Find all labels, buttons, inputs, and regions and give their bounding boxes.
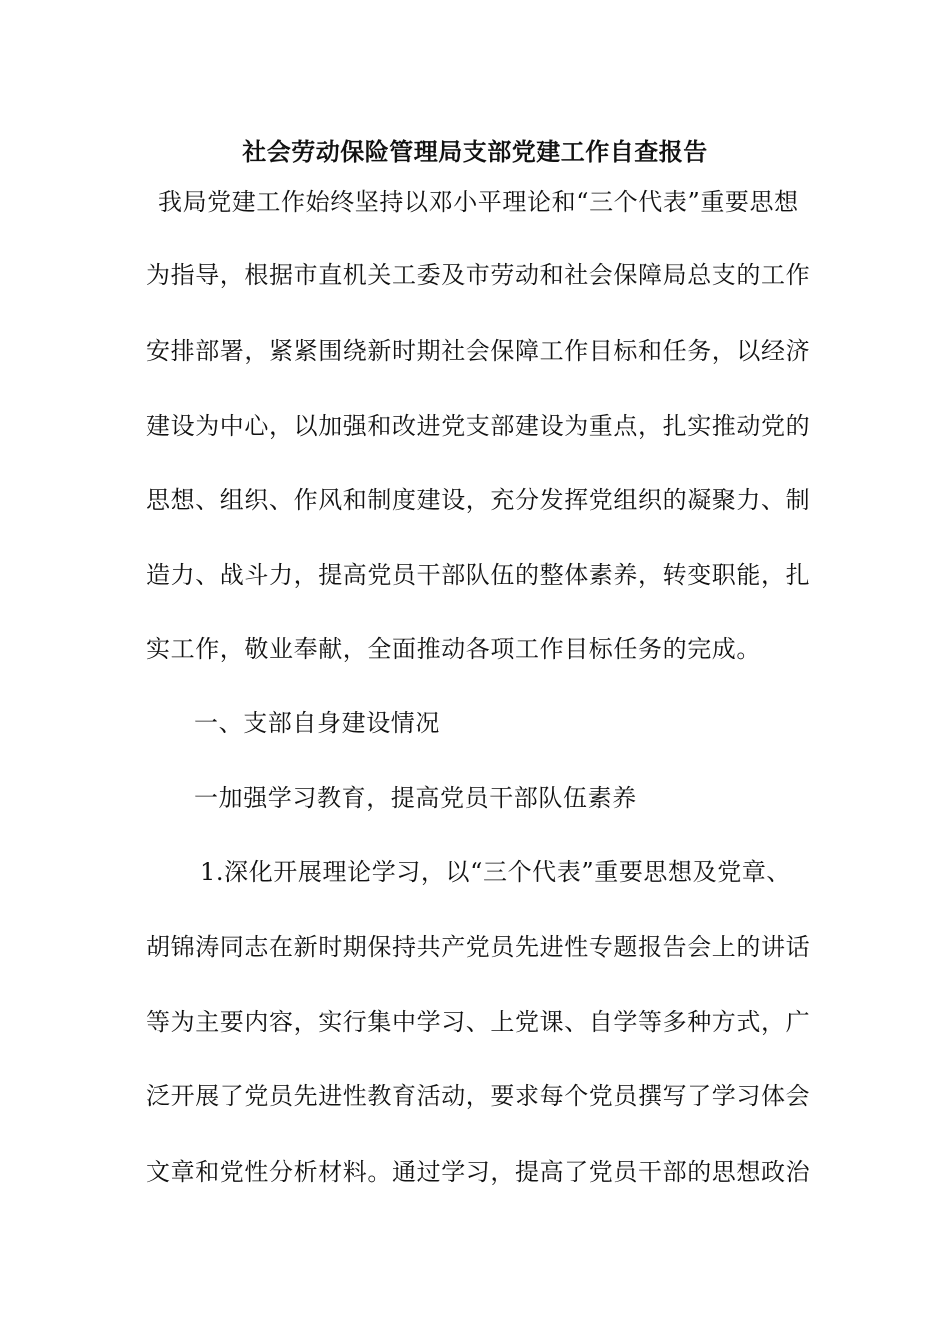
paragraph-line: 文章和党性分析材料。通过学习，提高了党员干部的思想政治 xyxy=(146,1158,811,1186)
document-title: 社会劳动保险管理局支部党建工作自查报告 xyxy=(242,137,708,166)
subsection-heading: 一加强学习教育，提高党员干部队伍素养 xyxy=(194,784,637,812)
paragraph-line: 泛开展了党员先进性教育活动，要求每个党员撰写了学习体会 xyxy=(146,1082,811,1110)
section-heading: 一、支部自身建设情况 xyxy=(194,709,440,737)
paragraph-line: 1.深化开展理论学习，以“三个代表”重要思想及党章、 xyxy=(200,858,792,886)
paragraph-line: 我局党建工作始终坚持以邓小平理论和“三个代表”重要思想 xyxy=(158,188,799,216)
paragraph-line: 等为主要内容，实行集中学习、上党课、自学等多种方式，广 xyxy=(146,1008,811,1036)
paragraph-line: 造力、战斗力，提高党员干部队伍的整体素养，转变职能，扎 xyxy=(146,561,811,589)
paragraph-line: 思想、组织、作风和制度建设，充分发挥党组织的凝聚力、制 xyxy=(146,486,811,514)
paragraph-line: 建设为中心，以加强和改进党支部建设为重点，扎实推动党的 xyxy=(146,412,811,440)
paragraph-line: 安排部署，紧紧围绕新时期社会保障工作目标和任务，以经济 xyxy=(146,337,811,365)
paragraph-line: 为指导，根据市直机关工委及市劳动和社会保障局总支的工作 xyxy=(146,261,811,289)
paragraph-line: 实工作，敬业奉献，全面推动各项工作目标任务的完成。 xyxy=(146,635,761,663)
paragraph-line: 胡锦涛同志在新时期保持共产党员先进性专题报告会上的讲话 xyxy=(146,933,811,961)
